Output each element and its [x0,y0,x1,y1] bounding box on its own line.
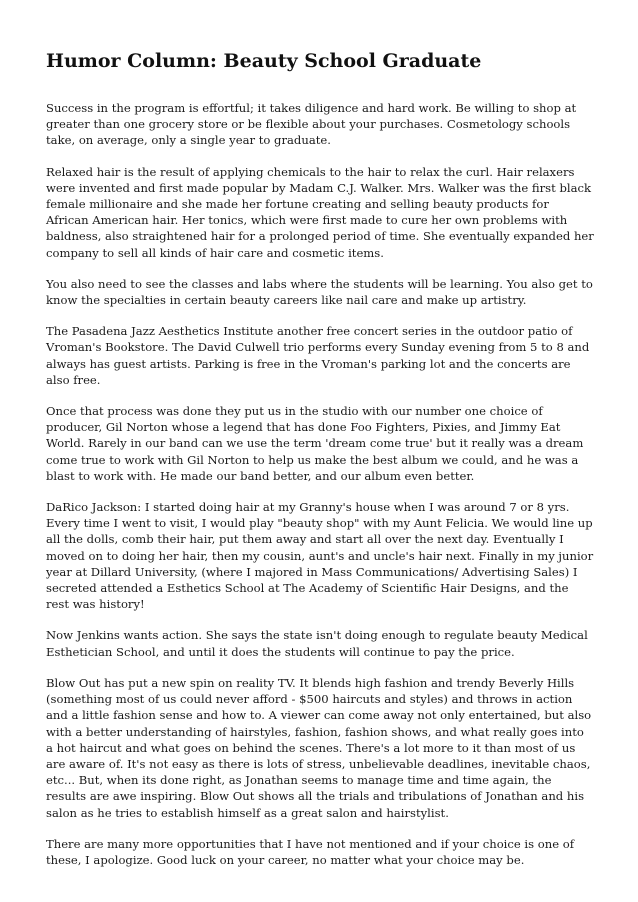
document-page [46,48,594,883]
paragraph-2: Relaxed hair is the result of applying chemicals to the hair to relax the curl. Hair relaxers were invented and first made popular by Madam C.J. Walker. Mrs. Walker was the first black female millionaire and she made her fortune creating and selling beauty products for African American hair. Her tonics, which were first made to cure her own problems with baldness, also straightened hair for a prolonged period of time. She eventually expanded her company to sell all kinds of hair care and cosmetic items. [46,164,594,260]
paragraph-9: There are many more opportunities that I have not mentioned and if your choice is one of these, I apologize. Good luck on your career, no matter what your choice may be. [46,836,575,867]
paragraph-3: You also need to see the classes and labs where the students will be learning. You also get to know the specialties in certain beauty careers like nail care and make up artistry. [46,276,593,308]
paragraph-1: Success in the program is effortful; it takes diligence and hard work. Be willing to shop at greater than one grocery store or be flexible about your purchases. Cosmetology schools take, on average, only a single year to graduate. [46,101,577,148]
document-title: Humor Column: Beauty School Graduate [46,50,482,72]
paragraph-8: Blow Out has put a new spin on reality TV. It blends high fashion and trendy Beverly Hills (something most of us could never afford - $500 haircuts and styles) and throws in action and a little fashion sense and how to. A viewer can come away not only entertained, but also with a better understanding of hairstyles, fashion, fashion shows, and what really goes into a hot haircut and what goes on behind the scenes. There's a lot more to it than most of us are aware of. It's not easy as there is lots of stress, unbelievable deadlines, inevitable chaos, etc... But, when its done right, as Jonathan seems to manage time and time again, the results are awe inspiring. Blow Out shows all the trials and tribulations of Jonathan and his salon as he tries to establish himself as a great salon and hairstylist. [46,675,592,820]
paragraph-6: DaRico Jackson: I started doing hair at my Granny's house when I was around 7 or 8 yrs. Every time I went to visit, I would play "beauty shop" with my Aunt Felicia. We would line up all the dolls, comb their hair, put them away and start all over the next day. Eventually I moved on to doing her hair, then my cousin, aunt's and uncle's hair next. Finally in my junior year at Dillard University, (where I majored in Mass Communications/ Advertising Sales) I secreted attended a Esthetics School at The Academy of Scientific Hair Designs, and the rest was history! [46,500,594,612]
paragraph-7: Now Jenkins wants action. She says the state isn't doing enough to regulate beauty Medical Esthetician School, and until it does the students will continue to pay the price. [46,628,588,659]
paragraph-4: The Pasadena Jazz Aesthetics Institute another free concert series in the outdoor patio of Vroman's Bookstore. The David Culwell trio performs every Sunday evening from 5 to 8 and always has guest artists. Parking is free in the Vroman's parking lot and the concerts are also free. [46,324,590,387]
paragraph-5: Once that process was done they put us in the studio with our number one choice of producer, Gil Norton whose a legend that has done Foo Fighters, Pixies, and Jimmy Eat World. Rarely in our band can we use the term 'dream come true' but it really was a dream come true to work with Gil Norton to help us make the best album we could, and he was a blast to work with. He made our band better, and our album even better. [46,404,584,483]
